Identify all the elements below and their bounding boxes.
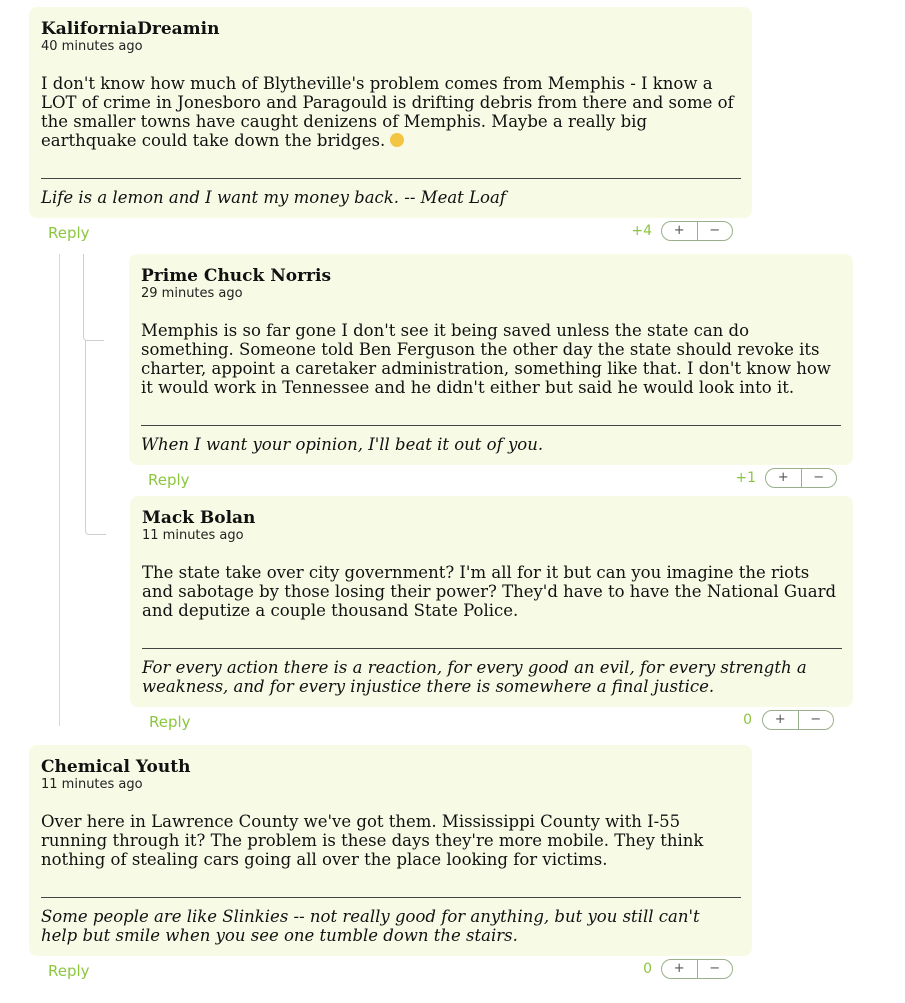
upvote-button[interactable]: +: [673, 961, 685, 976]
vote-controls: [765, 468, 837, 488]
comment-body: Over here in Lawrence County we've got them. Mississippi County with I-55 running through it? The problem is these days they're more mobile. They think nothing of stealing cars going all over the place looking for victims.: [41, 812, 704, 869]
wink-emoji-icon: [390, 133, 404, 147]
comment-author[interactable]: Mack Bolan: [142, 508, 256, 528]
signature-divider: [41, 178, 741, 179]
comment-card: [29, 7, 752, 218]
comment-body: The state take over city government? I'm all for it but can you imagine the riots and sabotage by those losing their power? They'd have to have the National Guard and deputize a couple thousand State Police.: [142, 563, 837, 620]
vote-score: +1: [735, 470, 756, 486]
comment-signature: Some people are like Slinkies -- not really good for anything, but you still can't help but smile when you see one tumble down the stairs.: [41, 907, 700, 945]
comment-timestamp: 29 minutes ago: [141, 286, 243, 301]
upvote-button[interactable]: +: [777, 470, 789, 485]
vote-controls: [661, 221, 733, 241]
comment-signature: When I want your opinion, I'll beat it out of you.: [141, 435, 544, 454]
comment-timestamp: 11 minutes ago: [142, 528, 244, 543]
comment-body: I don't know how much of Blytheville's problem comes from Memphis - I know a LOT of crime in Jonesboro and Paragould is drifting debris from there and some of the smaller towns have caught denizens of Memphis. Maybe a really big earthquake could take down the bridges.: [41, 74, 734, 150]
thread-elbow: [85, 340, 106, 535]
reply-button[interactable]: Reply: [48, 224, 90, 242]
comment-body: Memphis is so far gone I don't see it being saved unless the state can do something. Someone told Ben Ferguson the other day the state should revoke its charter, appoint a caretaker administration, something like that. I don't know how it would work in Tennessee and he didn't either but said he would look into it.: [141, 321, 831, 397]
reply-button[interactable]: Reply: [48, 962, 90, 980]
thread-elbow: [83, 254, 104, 341]
comment-timestamp: 40 minutes ago: [41, 39, 143, 54]
downvote-button[interactable]: −: [798, 711, 834, 729]
signature-divider: [141, 425, 841, 426]
thread-line: [59, 254, 60, 726]
vote-score: 0: [643, 961, 652, 977]
comment-author[interactable]: KaliforniaDreamin: [41, 19, 220, 39]
signature-divider: [142, 648, 842, 649]
signature-divider: [41, 897, 741, 898]
downvote-button[interactable]: −: [697, 960, 733, 978]
comment-timestamp: 11 minutes ago: [41, 777, 143, 792]
vote-controls: [762, 710, 834, 730]
comment-card: [29, 745, 752, 956]
downvote-button[interactable]: −: [697, 222, 733, 240]
comment-card: [130, 496, 853, 707]
comment-author[interactable]: Chemical Youth: [41, 757, 191, 777]
comment-author[interactable]: Prime Chuck Norris: [141, 266, 332, 286]
reply-button[interactable]: Reply: [149, 713, 191, 731]
reply-button[interactable]: Reply: [148, 471, 190, 489]
downvote-button[interactable]: −: [801, 469, 837, 487]
comment-card: [129, 254, 853, 465]
upvote-button[interactable]: +: [673, 223, 685, 238]
vote-controls: [661, 959, 733, 979]
comment-signature: For every action there is a reaction, for every good an evil, for every strength a weakness, and for every injustice there is somewhere a final justice.: [142, 658, 807, 696]
upvote-button[interactable]: +: [774, 712, 786, 727]
comment-signature: Life is a lemon and I want my money back. -- Meat Loaf: [41, 188, 506, 207]
vote-score: +4: [631, 223, 652, 239]
vote-score: 0: [743, 712, 752, 728]
